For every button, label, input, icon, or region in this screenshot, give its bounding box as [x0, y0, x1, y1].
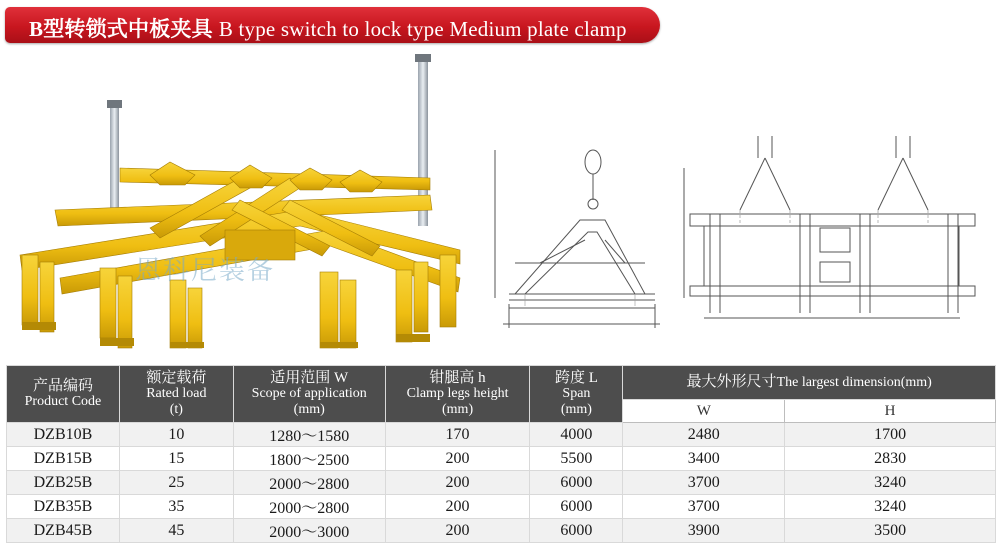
- cell-scope: 1800～2500: [233, 447, 385, 471]
- cell-span: 4000: [530, 423, 623, 447]
- cell-span: 6000: [530, 471, 623, 495]
- header-rated-load: 额定载荷 Rated load (t): [119, 366, 233, 423]
- cell-dim-w: 3400: [623, 447, 785, 471]
- cell-dim-w: 3900: [623, 519, 785, 543]
- cell-legs-height: 200: [385, 447, 530, 471]
- cell-rated-load: 45: [119, 519, 233, 543]
- cell-span: 6000: [530, 495, 623, 519]
- cell-product-code: DZB25B: [7, 471, 120, 495]
- cell-product-code: DZB45B: [7, 519, 120, 543]
- subheader-h: H: [785, 400, 996, 423]
- title-banner: [5, 7, 660, 43]
- title-en: B type switch to lock type Medium plate clamp: [218, 17, 627, 41]
- cell-scope: 1280～1580: [233, 423, 385, 447]
- subheader-w: W: [623, 400, 785, 423]
- header-product-code: 产品编码 Product Code: [7, 366, 120, 423]
- table-row: [7, 447, 996, 471]
- cell-dim-w: 2480: [623, 423, 785, 447]
- cell-dim-h: 1700: [785, 423, 996, 447]
- cell-dim-w: 3700: [623, 495, 785, 519]
- header-span: 跨度 L Span (mm): [530, 366, 623, 423]
- cell-scope: 2000～2800: [233, 471, 385, 495]
- cell-dim-h: 3500: [785, 519, 996, 543]
- table-row: [7, 423, 996, 447]
- cell-dim-h: 2830: [785, 447, 996, 471]
- cell-rated-load: 25: [119, 471, 233, 495]
- watermark: 恩科尼装备: [135, 256, 276, 286]
- page-title: [29, 13, 627, 43]
- table-row: [7, 471, 996, 495]
- header-largest-dimension: 最大外形尺寸The largest dimension(mm): [623, 366, 996, 400]
- cell-span: 6000: [530, 519, 623, 543]
- cell-rated-load: 15: [119, 447, 233, 471]
- cell-scope: 2000～2800: [233, 495, 385, 519]
- product-photo: [0, 50, 470, 350]
- cell-span: 5500: [530, 447, 623, 471]
- cell-rated-load: 35: [119, 495, 233, 519]
- spec-table: [6, 365, 996, 543]
- cell-legs-height: 200: [385, 519, 530, 543]
- cell-legs-height: 200: [385, 471, 530, 495]
- side-view-drawing: [680, 128, 985, 340]
- header-clamp-legs-height: 钳腿高 h Clamp legs height (mm): [385, 366, 530, 423]
- table-row: [7, 495, 996, 519]
- front-view-drawing: [485, 128, 665, 338]
- cell-dim-w: 3700: [623, 471, 785, 495]
- cell-scope: 2000～3000: [233, 519, 385, 543]
- cell-legs-height: 170: [385, 423, 530, 447]
- cell-product-code: DZB15B: [7, 447, 120, 471]
- cell-product-code: DZB35B: [7, 495, 120, 519]
- cell-dim-h: 3240: [785, 495, 996, 519]
- title-zh: B型转锁式中板夹具: [29, 17, 213, 41]
- cell-legs-height: 200: [385, 495, 530, 519]
- table-row: [7, 519, 996, 543]
- cell-dim-h: 3240: [785, 471, 996, 495]
- header-scope: 适用范围 W Scope of application (mm): [233, 366, 385, 423]
- cell-product-code: DZB10B: [7, 423, 120, 447]
- cell-rated-load: 10: [119, 423, 233, 447]
